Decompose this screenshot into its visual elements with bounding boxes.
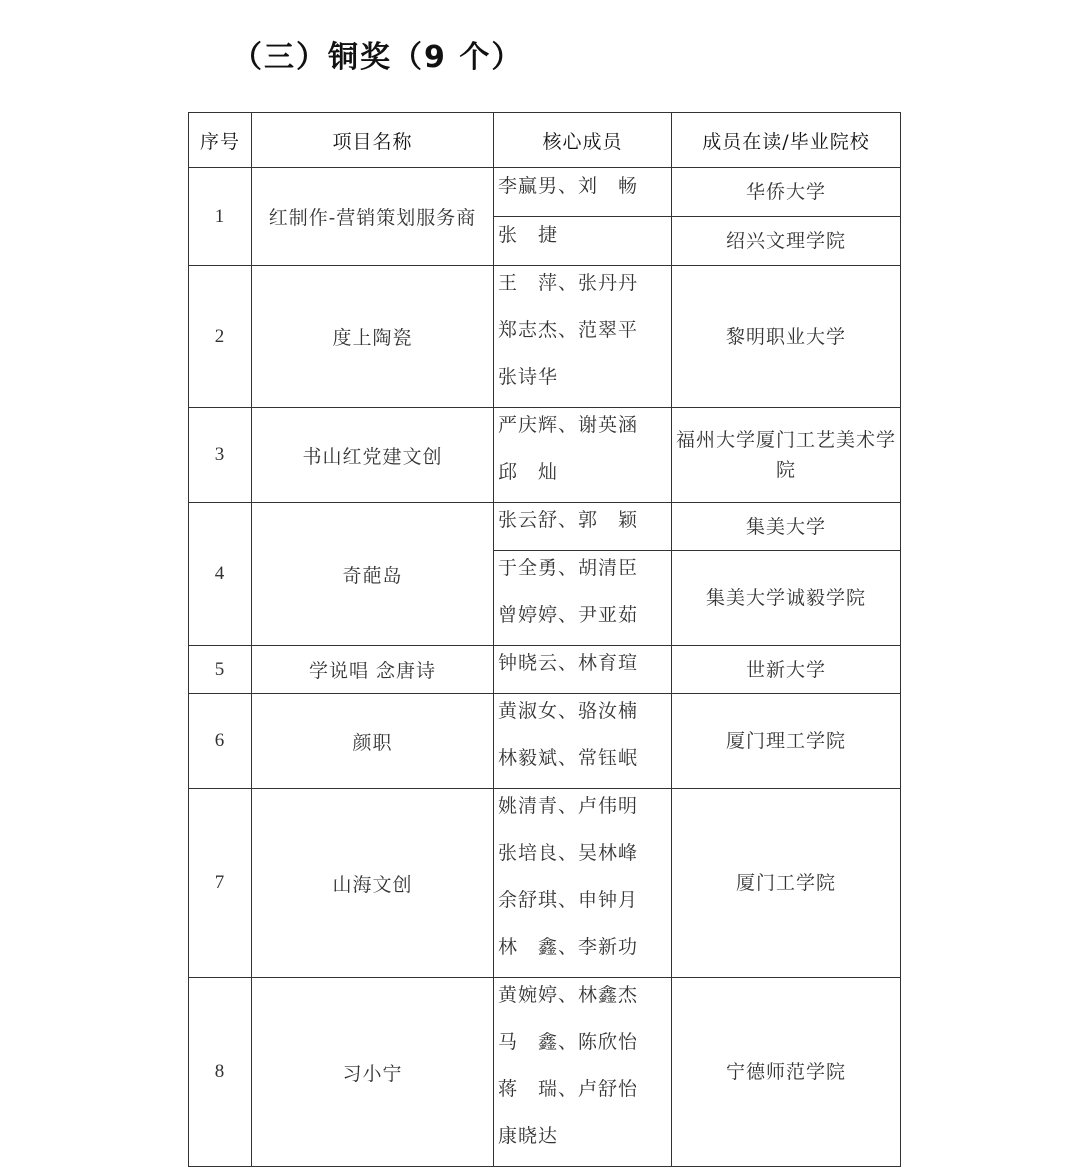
header-members: 核心成员 [494,113,672,168]
row-no: 3 [189,408,252,503]
table-row [189,694,901,789]
row-project-name: 山海文创 [252,789,494,978]
row-members [494,551,672,646]
row-members [494,408,672,503]
row-project-name: 习小宁 [252,978,494,1167]
row-no: 7 [189,789,252,978]
table-row [189,646,901,694]
row-members [494,217,672,266]
header-project-name: 项目名称 [252,113,494,168]
row-no: 2 [189,266,252,408]
member-line: 林 鑫、李新功 [498,936,639,958]
member-line: 郑志杰、范翠平 [498,319,639,341]
row-project-name: 颜职 [252,694,494,789]
member-line: 张培良、吴林峰 [498,842,639,864]
row-members [494,694,672,789]
member-line: 王 萍、张丹丹 [498,272,639,294]
member-line: 张诗华 [498,366,559,388]
row-members [494,789,672,978]
header-school: 成员在读/毕业院校 [672,113,901,168]
member-line: 马 鑫、陈欣怡 [498,1031,639,1053]
table-row [189,503,901,551]
bronze-award-table [188,112,901,1167]
row-school: 绍兴文理学院 [672,217,901,266]
member-line: 姚清青、卢伟明 [498,795,639,817]
row-school: 集美大学诚毅学院 [672,551,901,646]
member-line: 曾婷婷、尹亚茹 [498,604,639,626]
member-line: 黄婉婷、林鑫杰 [498,984,639,1006]
row-school: 华侨大学 [672,168,901,217]
row-members [494,978,672,1167]
row-school: 宁德师范学院 [672,978,901,1167]
member-line: 钟晓云、林育瑄 [498,652,639,674]
row-school: 福州大学厦门工艺美术学院 [672,408,901,503]
row-no: 6 [189,694,252,789]
member-line: 余舒琪、申钟月 [498,889,639,911]
section-heading: （三）铜奖（9 个） [232,40,524,75]
row-school: 厦门工学院 [672,789,901,978]
member-line: 黄淑女、骆汝楠 [498,700,639,722]
row-school: 厦门理工学院 [672,694,901,789]
member-line: 康晓达 [498,1125,559,1147]
table-row [189,408,901,503]
table-header-row [189,113,901,168]
table-row [189,789,901,978]
member-line: 蒋 瑞、卢舒怡 [498,1078,639,1100]
member-line: 于全勇、胡清臣 [498,557,639,579]
row-project-name: 奇葩岛 [252,503,494,646]
member-line: 林毅斌、常钰岷 [498,747,639,769]
member-line: 严庆辉、谢英涵 [498,414,639,436]
row-school: 黎明职业大学 [672,266,901,408]
table-row [189,168,901,217]
member-line: 李赢男、刘 畅 [498,174,639,197]
table-row [189,266,901,408]
row-school: 世新大学 [672,646,901,694]
row-no: 8 [189,978,252,1167]
row-members [494,503,672,551]
header-no: 序号 [189,113,252,168]
row-project-name: 度上陶瓷 [252,266,494,408]
row-no: 5 [189,646,252,694]
row-members [494,266,672,408]
row-no: 4 [189,503,252,646]
row-project-name: 红制作-营销策划服务商 [252,168,494,266]
member-line: 张 捷 [498,223,559,246]
member-line: 邱 灿 [498,461,559,483]
row-school: 集美大学 [672,503,901,551]
row-project-name: 学说唱 念唐诗 [252,646,494,694]
member-line: 张云舒、郭 颖 [498,509,639,531]
row-project-name: 书山红党建文创 [252,408,494,503]
row-members [494,168,672,217]
table-row [189,978,901,1167]
row-members [494,646,672,694]
row-no: 1 [189,168,252,266]
